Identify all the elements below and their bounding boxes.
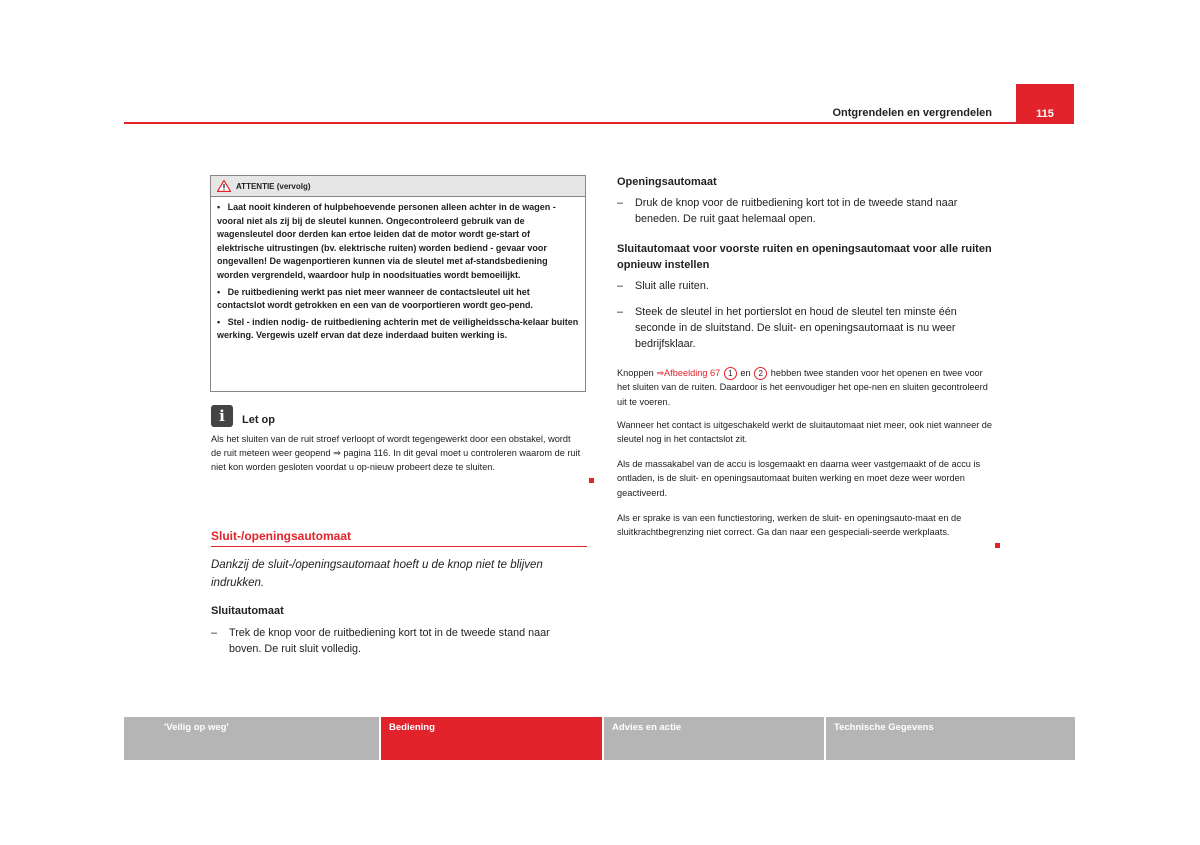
note-text: Als het sluiten van de ruit stroef verloopt of wordt tegengewerkt door een obstakel, wordt de ruit meteen weer geopend ⇒ pagina 116. In dit geval moet u controleren waarom de ruit niet kon worden gesloten voordat u op-nieuw probeert deze te sluiten.	[211, 434, 581, 473]
reset-step: – Sluit alle ruiten.	[617, 279, 995, 295]
page-number: 115	[1036, 108, 1054, 120]
paragraph-knoppen: Knoppen ⇒Afbeelding 67 1 en 2 hebben twee standen voor het openen en twee voor het sluiten van de ruiten. Daardoor is het eenvoudiger het ope-nen en sluiten gecontroleerd uit te voeren.	[617, 368, 988, 407]
paragraph-accu: Als de massakabel van de accu is losgemaakt en daarna weer vastgemaakt of de accu is ontladen, is de sluit- en openingsautomaat buiten werking en moet deze weer worden geactiveerd.	[617, 459, 981, 498]
dash-marker: –	[617, 306, 624, 318]
warning-item: • Laat nooit kinderen of hulpbehoevende personen alleen achter in de wagen - vooral niet als zij bij de sleutel kunnen. Ongecontroleerd gebruik van de wagensleutel door derden kan ertoe leiden dat de motor wordt ge-start of elektrische uitrustingen (bv. elektrische ruiten) worden bediend - gevaar voor ongevallen! De wagenportieren kunnen via de sleutel met af-standsbediening worden vergrendeld, waardoor hulp in noodsituaties wordt bemoeilijkt.	[217, 202, 556, 280]
warning-header	[211, 176, 585, 197]
dash-marker: –	[617, 197, 624, 209]
header-rule	[124, 122, 1016, 124]
warning-title: ATTENTIE (vervolg)	[236, 181, 311, 191]
section-title: Sluit-/openingsautomaat	[211, 529, 352, 543]
note-title: Let op	[242, 414, 275, 426]
section-intro: Dankzij de sluit-/openingsautomaat hoeft u de knop niet te blijven indrukken.	[211, 559, 543, 589]
sluitautomaat-heading: Sluitautomaat	[211, 605, 284, 617]
sluitautomaat-step: – Trek de knop voor de ruitbediening kort tot in de tweede stand naar boven. De ruit sluit volledig.	[211, 626, 583, 658]
tab-technische-gegevens[interactable]: Technische Gegevens	[826, 717, 1075, 760]
tab-advies-en-actie[interactable]: Advies en actie	[604, 717, 824, 760]
tab-veilig-op-weg[interactable]: 'Veilig op weg'	[124, 717, 379, 760]
openingsautomaat-heading: Openingsautomaat	[617, 176, 717, 188]
warning-triangle-icon	[217, 180, 231, 192]
dash-marker: –	[211, 627, 218, 639]
end-marker	[995, 543, 1000, 548]
warning-body	[211, 197, 585, 343]
tab-bediening[interactable]: Bediening	[381, 717, 602, 760]
warning-item: • De ruitbediening werkt pas niet meer wanneer de contactsleutel uit het contactslot wordt getrokken en een van de voorportieren wordt geo-pend.	[217, 286, 534, 311]
section-rule	[211, 546, 587, 547]
warning-item: • Stel - indien nodig- de ruitbediening achterin met de veiligheidsscha-kelaar buiten werking. Vergewis uzelf ervan dat deze inderdaad buiten werking is.	[217, 316, 579, 341]
chapter-title: Ontgrendelen en vergrendelen	[832, 107, 992, 119]
page-number-box	[1016, 84, 1074, 124]
dash-marker: –	[617, 280, 624, 292]
figure-link[interactable]: ⇒Afbeelding 67	[656, 368, 721, 378]
warning-box	[210, 175, 586, 392]
paragraph-contact: Wanneer het contact is uitgeschakeld werkt de sluitautomaat niet meer, ook niet wanneer de sleutel nog in het contactslot zit.	[617, 420, 993, 445]
reset-step: – Steek de sleutel in het portierslot en houd de sleutel ten minste één seconde in de sluitstand. De sluit- en openingsautomaat is nu weer bedrijfsklaar.	[617, 305, 995, 352]
callout-number: 1	[724, 367, 737, 380]
openingsautomaat-step: – Druk de knop voor de ruitbediening kort tot in de tweede stand naar beneden. De ruit gaat helemaal open.	[617, 196, 995, 228]
end-marker	[589, 478, 594, 483]
callout-number: 2	[754, 367, 767, 380]
paragraph-storing: Als er sprake is van een functiestoring, werken de sluit- en openingsauto-maat en de sluitkrachtbegrenzing niet correct. Ga dan naar een gespeciali-seerde werkplaats.	[617, 513, 962, 538]
reset-heading: Sluitautomaat voor voorste ruiten en openingsautomaat voor alle ruiten opnieuw instellen	[617, 243, 992, 271]
info-icon: i	[211, 405, 233, 427]
